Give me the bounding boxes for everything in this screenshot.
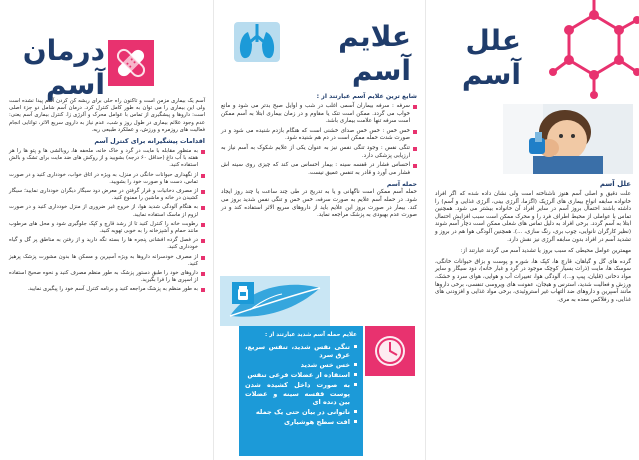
lungs-icon [228,12,286,70]
causes-title-line1: علل [465,24,521,57]
causes-title [431,24,521,92]
severe-attack-box [239,326,363,456]
symptoms-body [221,92,417,220]
pill-bottle-icon-box [232,282,254,304]
clock-icon [370,331,410,371]
list-item: تنگی نفس شدید، تنفس سریع، عرق سرد [245,343,357,359]
list-item: به صورت داخل کشیده شدن پوست قفسه سینه و عضلات بین دنده ای [245,381,357,406]
causes-title-line2: آسم [461,58,521,91]
clock-icon-box [365,326,415,376]
symptoms-list [221,103,417,177]
list-item: به منظور مقابله با مایت در گرد و خاک خانه، ملحفه ها، روبالشی ها و پتو ها را هر هفته با آب داغ (حداقل ۶۰ درجه) بشویید و از روکش های ضد مایت برای تشک و بالش استفاده کنید. [9,148,205,170]
symptoms-heading: شایع ترین علایم آسم عبارتند از : [316,93,417,100]
prevention-heading: اقدامات پیشگیرانه برای کنترل آسم [94,137,205,146]
symptoms-title-line2: آسم [351,54,411,87]
bandage-icon [111,43,151,83]
list-item: تنگی نفس : وجود تنگی نفس نیز به عنوان یکی از علایم شکوک به آسم نیاز به ارزیابی پزشکی دارد. [221,145,417,160]
list-item: خس خس شدید [245,361,357,369]
severe-attack-list [245,343,357,427]
treatment-title [5,34,105,102]
list-item: استفاده از عضلات فرعی تنفس [245,371,357,379]
causes-paragraph-2: مهمترین عوامل محیطی که سبب بروز یا تشدید آسم می گردند عبارتند از: [460,248,631,255]
symptoms-title-line1: علایم [338,20,411,53]
list-item: ناتوانی در بیان حتی یک جمله [245,408,357,416]
treatment-body [9,98,205,296]
list-item: رطوبت خانه را کنترل کنید تا از رشد قارچ و کپک جلوگیری شود و محل های مرطوب مانند حمام و آشپزخانه را به خوبی تهویه کنید. [9,221,205,235]
list-item: احساس فشار در قفسه سینه : بیمار احساس می کند که چیزی روی سینه اش فشار می آورد و قادر به تنفس عمیق نیست. [221,162,417,177]
molecule-icon [549,0,639,100]
attack-text: حمله آسم ممکن است ناگهانی و یا به تدریج در طی چند ساعت یا چند روز ایجاد شود. در حمله آسم علایم به صورت سرفه، خس خس و تنگی نفس شدید بروز می کند. بیمار در صورت بروز این علایم باید از داروهای سریع الاثر استفاده کند و در صورت عدم بهبودی به پزشک مراجعه نماید. [221,189,417,219]
treatment-title-line2: آسم [45,68,105,101]
symptoms-title [301,20,411,88]
bandage-icon-box [108,40,154,86]
causes-body [435,180,631,304]
treatment-panel [0,0,213,460]
list-item: از نگهداری حیوانات خانگی در منزل، به ویژه در اتاق خواب، خودداری کنید و در صورت تماس، دست ها و صورت خود را بشویید. [9,172,205,186]
list-item: به طور منظم به پزشک مراجعه کنید و برنامه کنترل آسم خود را پیگیری نمایید. [9,286,205,293]
severe-attack-heading: علایم حمله آسم شدید عبارتند از : [265,332,357,338]
treatment-intro: آسم یک بیماری مزمن است و تاکنون راه حلی برای ریشه کن کردن آسم پیدا نشده است ولی این بیماری را می توان به طور کامل کنترل کرد. درمان آسم شامل دو جزء اصلی است: داروها و پیشگیری از تماس با عوامل محرک و آلرژی زا. کنترل بیماری آسم یعنی: عدم وجود علائم بیماری در طول روز و شب، عدم نیاز به داروی سریع الاثر، توانایی انجام فعالیت های روزمره و ورزش، و عملکرد طبیعی ریه. [9,98,205,133]
attack-heading: حمله آسم [386,181,417,189]
pill-bottle-icon [235,285,251,301]
lungs-icon-box [228,12,286,70]
symptoms-panel [213,0,426,460]
list-item: از مصرف خودسرانه داروها به ویژه آسپرین و مسکن ها بدون مشورت پزشک پرهیز کنید. [9,254,205,268]
prevention-list [9,148,205,294]
causes-paragraph-1: علت دقیق و اصلی آسم هنوز ناشناخته است ولی نشان داده شده که اگر افراد خانواده سابقه انواع بیماری های آلرژیک (اگزما، آلرژی بینی، آلرژی غذایی و آسم) را داشته باشند احتمال بروز آسم در سایر افراد آن خانواده بیشتر می شود. همچنین تماس با عواملی از محیط اطراف فرد را و محرک ممکن است سبب افزایش احتمال ابتلا به آسم گردد. برخی افراد به دلیل تماس های شغلی ممکن است دچار آسم شوند (نظیر کارگران نانوایی، چوب بری، رنگ سازی، ...). همچنین آلودگی هوا هم در بروز و تشدید آسم در افراد بدون سابقه آلرژی نیز نقش دارد. [435,191,631,243]
causes-paragraph-3: گرده های گل و گیاهان، قارچ ها، کپک ها، شوره و پوست و بزاق حیوانات خانگی، سوسک ها، مایت (ذرات بسیار کوچک موجود در گرد و غبار خانه)، دود سیگار و سایر مواد دخانی (قلیان، پیپ و...)، آلودگی هوا، تغییرات آب و هوایی، هوای سرد و خشک، ورزش و فعالیت شدید، استرس و هیجان، عفونت های ویروسی تنفسی، برخی داروها مانند آسپرین و داروهای ضد التهاب غیر استروئیدی، برخی مواد غذایی و افزودنی های غذایی، و رفلاکس معده به مری. [435,258,631,303]
list-item: افت سطح هوشیاری [245,418,357,426]
child-inhaler-photo [503,104,633,174]
list-item: خس خس : خس خس صدای خشنی است که هنگام بازدم شنیده می شود و در صورت شدت حمله ممکن است در دم هم شنیده شود. [221,128,417,143]
treatment-title-line1: درمان [22,34,105,67]
causes-heading: علل آسم [599,180,631,188]
list-item: به هنگام آلودگی شدید هوا، از خروج غیر ضروری از منزل خودداری کنید و در صورت لزوم از ماسک استفاده نمایید. [9,204,205,218]
list-item: داروهای خود را طبق دستور پزشک به طور منظم مصرف کنید و نحوه صحیح استفاده از اسپری ها را فرا بگیرید. [9,270,205,284]
list-item: سرفه : سرفه بیماران آسمی اغلب در شب و اوایل صبح بدتر می شود و مانع خواب می گردد. ممکن است تنک یا مقاوم و در زمان بیماری ابتلا به آسم ممکن است سرفه تنها علامت بیماری باشد. [221,103,417,126]
causes-panel [426,0,639,460]
list-item: در فصل گرده افشانی پنجره ها را بسته نگه دارید و از رفتن به مناطق پر گل و گیاه خودداری کنید. [9,237,205,251]
list-item: از مصرف دخانیات و قرار گرفتن در معرض دود سیگار دیگران خودداری نمایید؛ سیگار کشیدن در خانه و ماشین را ممنوع کنید. [9,188,205,202]
